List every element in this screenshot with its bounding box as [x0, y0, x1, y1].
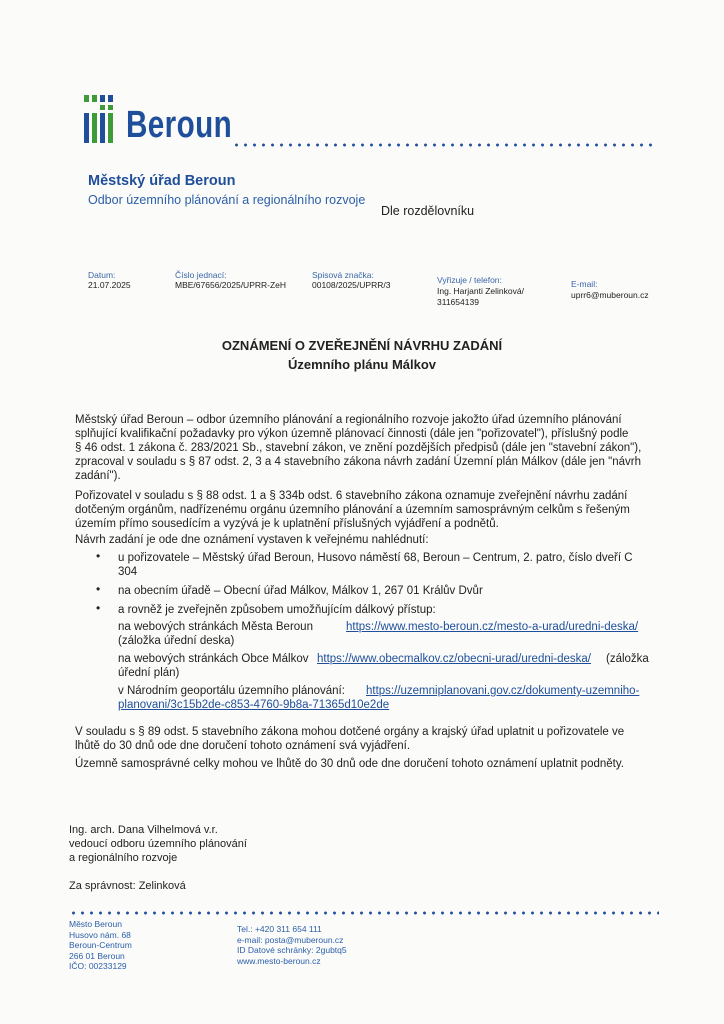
signatory-role-1: vedoucí odboru územního plánování [69, 838, 247, 850]
correctness-note: Za správnost: Zelinková [69, 880, 186, 892]
file-label: Spisová značka: [312, 270, 374, 280]
bullet-dot: • [96, 549, 101, 563]
footer-city: Město Beroun [69, 919, 122, 929]
footer-contacts [237, 924, 347, 966]
web2-text: na webových stránkách Obce Málkov [118, 653, 309, 665]
bullet2-line: na obecním úřadě – Obecní úřad Málkov, Málkov 1, 267 01 Králův Dvůr [118, 585, 483, 597]
p1-line1: Městský úřad Beroun – odbor územního plánování a regionálního rozvoje jakožto úřad územního plánování [75, 414, 622, 426]
footer-district: Beroun-Centrum [69, 940, 132, 950]
date-value: 21.07.2025 [88, 280, 131, 290]
web2-tail1: (záložka [606, 653, 649, 665]
p5-line: Územně samosprávné celky mohou ve lhůtě do 30 dnů ode dne doručení tohoto oznámení uplatnit podněty. [75, 758, 624, 770]
web2-tail2: úřední plán) [118, 667, 180, 679]
bullet1-line1: u pořizovatele – Městský úřad Beroun, Husovo náměstí 68, Beroun – Centrum, 2. patro, číslo dveří C [118, 552, 633, 564]
office-name: Městský úřad Beroun [88, 173, 236, 189]
bullet1-line2: 304 [118, 566, 138, 578]
header-dotted-rule [232, 143, 658, 147]
footer-street: Husovo nám. 68 [69, 929, 131, 940]
contact-label: Vyřizuje / telefon: [437, 275, 502, 285]
recipient: Dle rozdělovníku [381, 204, 475, 218]
p4-line1: V souladu s § 89 odst. 5 stavebního zákona mohou dotčené orgány a krajský úřad uplatnit u pořizovatele ve [75, 726, 625, 738]
beroun-logo-icon [82, 93, 122, 145]
web3-link-part1[interactable]: https://uzemniplanovani.gov.cz/dokumenty-uzemniho- [366, 685, 640, 697]
footer-address [69, 919, 132, 972]
contact-value-2: 311654139 [437, 297, 479, 307]
web1-text: na webových stránkách Města Beroun [118, 621, 313, 633]
p2-line3: územím přímo sousedícím a vyzývá je k uplatnění příslušných vyjádření a podnětů. [75, 518, 499, 530]
footer-ico: IČO: 00233129 [69, 961, 127, 971]
p2-line2: dotčeným orgánům, nadřízenému orgánu územního plánování a územním samosprávným celkům s řešeným [75, 504, 630, 516]
p1-line3: § 46 odst. 1 zákona č. 283/2021 Sb., stavební zákon, ve znění pozdějších předpisů (dále jen "stavební zákon"), [75, 442, 642, 454]
p4-line2: lhůtě do 30 dnů ode dne doručení tohoto oznámení svá vyjádření. [75, 740, 411, 752]
ref-value: MBE/67656/2025/UPRR-ZeH [175, 280, 287, 290]
beroun-logo-text: Beroun [126, 104, 233, 146]
p1-line4: zpracoval v souladu s § 87 odst. 2, 3 a 4 stavebního zákona návrh zadání Územní plán Málkov (dále jen "návrh [75, 456, 641, 468]
contact-value-1: Ing. Harjanti Zelinková/ [437, 286, 524, 296]
bullet-dot: • [96, 582, 101, 596]
footer-databox: ID Datové schránky: 2gubtq5 [237, 945, 347, 955]
footer-dotted-rule [69, 911, 659, 915]
web1-link[interactable]: https://www.mesto-beroun.cz/mesto-a-urad/uredni-deska/ [346, 621, 639, 633]
office-department: Odbor územního plánování a regionálního rozvoje [88, 193, 366, 207]
bullet3-line: a rovněž je zveřejněn způsobem umožňujícím dálkový přístup: [118, 604, 436, 616]
date-label: Datum: [88, 270, 116, 280]
p1-line5: zadání"). [75, 470, 121, 482]
email-label: E-mail: [571, 279, 598, 289]
web3-text: v Národním geoportálu územního plánování: [118, 685, 345, 697]
p2-line1: Pořizovatel v souladu s § 88 odst. 1 a § 334b odst. 6 stavebního zákona oznamuje zveřejnění návrhu zadání [75, 490, 628, 502]
web2-link[interactable]: https://www.obecmalkov.cz/obecni-urad/uredni-deska/ [317, 653, 592, 665]
email-value: uprr6@muberoun.cz [571, 290, 649, 300]
footer-email: e-mail: posta@muberoun.cz [237, 934, 344, 945]
signatory-role-2: a regionálního rozvoje [69, 852, 178, 864]
document-title: OZNÁMENÍ O ZVEŘEJNĚNÍ NÁVRHU ZADÁNÍ [221, 338, 503, 353]
document-subtitle: Územního plánu Málkov [287, 357, 437, 372]
web3-link-part2[interactable]: planovani/3c15b2de-c853-4760-9b8a-71365d10e2de [118, 699, 390, 711]
bullet-dot: • [96, 601, 101, 615]
p3-line: Návrh zadání je ode dne oznámení vystaven k veřejnému nahlédnutí: [75, 534, 429, 546]
footer-postcode: 266 01 Beroun [69, 950, 125, 961]
ref-label: Číslo jednací: [175, 270, 227, 280]
file-value: 00108/2025/UPRR/3 [312, 280, 391, 290]
p1-line2: splňující kvalifikační požadavky pro výkon územně plánovací činnosti (dále jen "pořizovatel"), příslušný podle [75, 428, 629, 440]
signatory-name: Ing. arch. Dana Vilhelmová v.r. [69, 824, 218, 836]
footer-website: www.mesto-beroun.cz [237, 955, 321, 966]
web1-tail: (záložka úřední deska) [118, 635, 235, 647]
footer-phone: Tel.: +420 311 654 111 [237, 924, 322, 934]
